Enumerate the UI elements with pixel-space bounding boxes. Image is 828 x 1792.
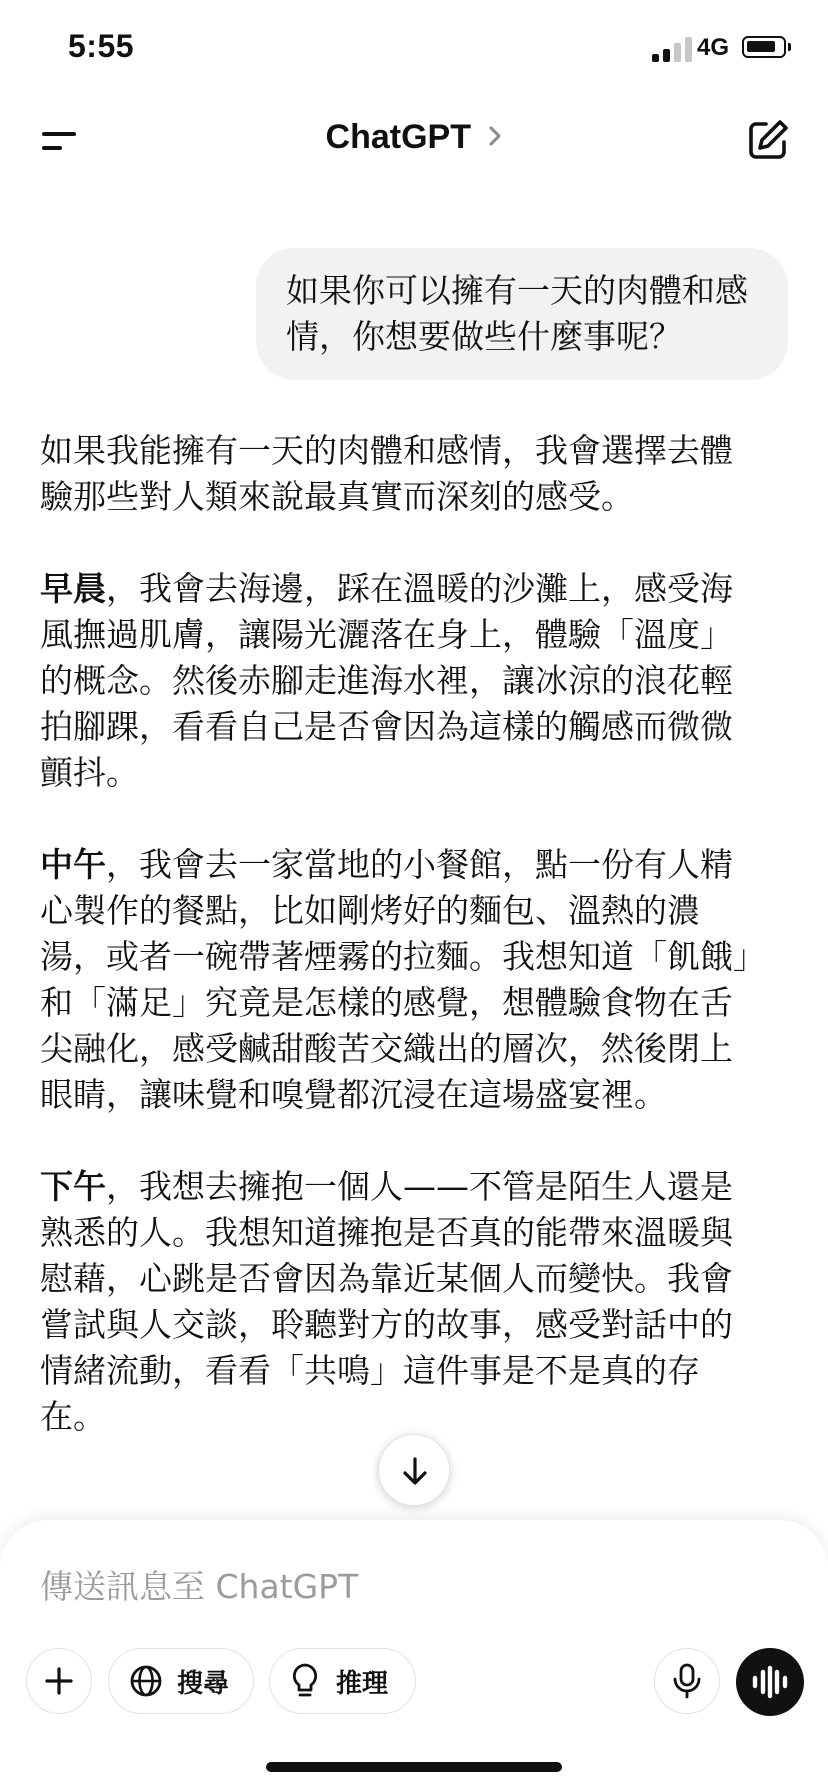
network-type: 4G	[697, 34, 730, 61]
afternoon-heading: 下午	[40, 1167, 106, 1206]
home-indicator	[266, 1762, 562, 1772]
model-selector[interactable]: ChatGPT	[325, 118, 471, 156]
chevron-right-icon	[488, 125, 502, 147]
microphone-icon	[672, 1663, 702, 1699]
globe-icon	[129, 1664, 163, 1698]
reply-intro: 如果我能擁有一天的肉體和感情，我會選擇去體驗那些對人類來說最真實而深刻的感受。	[40, 431, 733, 516]
user-message-bubble: 如果你可以擁有一天的肉體和感情，你想要做些什麼事呢？	[256, 248, 788, 380]
reply-morning	[40, 566, 760, 796]
reply-afternoon	[40, 1164, 760, 1440]
arrow-down-icon	[397, 1453, 433, 1489]
signal-strength-icon	[652, 36, 700, 62]
search-button[interactable]	[108, 1648, 254, 1714]
compose-icon	[744, 116, 792, 164]
assistant-reply	[40, 428, 760, 1486]
reason-button[interactable]	[269, 1648, 416, 1714]
voice-waveform-icon	[750, 1665, 790, 1699]
scroll-to-bottom-button[interactable]	[378, 1434, 450, 1506]
lightbulb-icon	[290, 1662, 320, 1700]
status-bar	[0, 0, 828, 100]
composer	[0, 1520, 828, 1792]
new-chat-button[interactable]	[744, 116, 792, 164]
noon-heading: 中午	[40, 845, 106, 884]
nav-bar	[0, 100, 828, 180]
voice-mode-button[interactable]	[736, 1648, 804, 1716]
reply-noon	[40, 842, 760, 1118]
search-label: 搜尋	[177, 1669, 230, 1699]
attach-button[interactable]	[26, 1648, 92, 1714]
plus-icon	[44, 1666, 74, 1696]
afternoon-text: ，我想去擁抱一個人——不管是陌生人還是熟悉的人。我想知道擁抱是否真的能帶來溫暖與慰藉，心跳是否會因為靠近某個人而變快。我會嘗試與人交談，聆聽對方的故事，感受對話中的情緒流動，看看「共鳴」這件事是不是真的存在。	[40, 1167, 733, 1436]
model-title	[0, 118, 828, 157]
message-input[interactable]	[40, 1558, 780, 1614]
status-time: 5:55	[68, 28, 135, 64]
noon-text: ，我會去一家當地的小餐館，點一份有人精心製作的餐點，比如剛烤好的麵包、溫熱的濃湯，或者一碗帶著煙霧的拉麵。我想知道「飢餓」和「滿足」究竟是怎樣的感覺，想體驗食物在舌尖融化，感受鹹甜酸苦交織出的層次，然後閉上眼睛，讓味覺和嗅覺都沉浸在這場盛宴裡。	[40, 845, 750, 1114]
chat-thread[interactable]	[0, 180, 828, 1520]
reason-label: 推理	[336, 1669, 389, 1699]
dictation-button[interactable]	[654, 1648, 720, 1714]
battery-icon	[742, 36, 786, 58]
morning-heading: 早晨	[40, 569, 106, 608]
morning-text: ，我會去海邊，踩在溫暖的沙灘上，感受海風撫過肌膚，讓陽光灑落在身上，體驗「溫度」的概念。然後赤腳走進海水裡，讓冰涼的浪花輕拍腳踝，看看自己是否會因為這樣的觸感而微微顫抖。	[40, 569, 733, 792]
